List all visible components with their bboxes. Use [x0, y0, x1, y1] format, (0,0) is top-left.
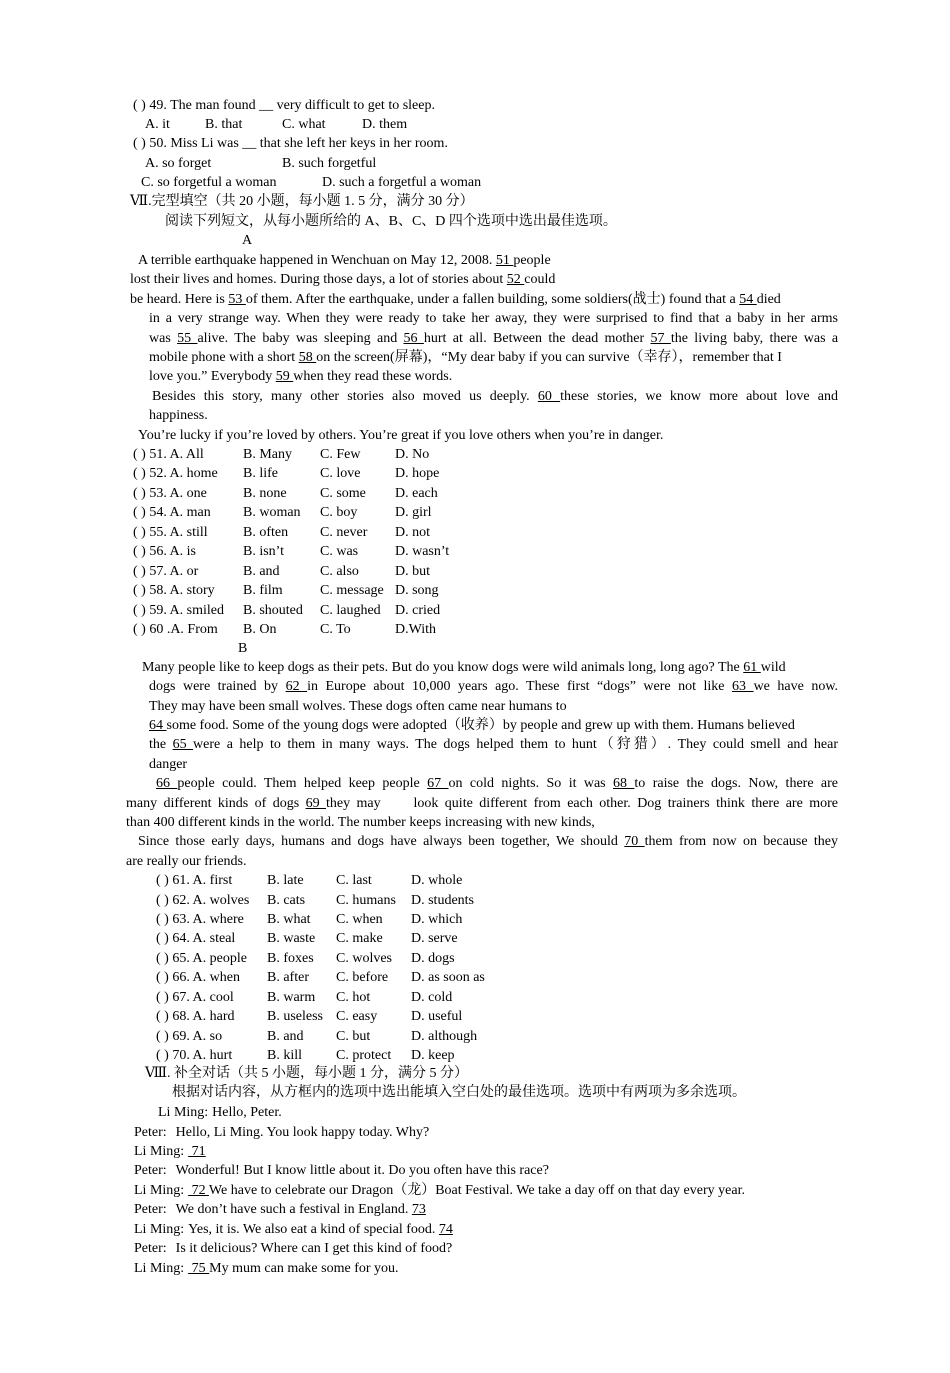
option: D. serve [411, 931, 458, 947]
question-row [133, 620, 436, 639]
question-row [156, 891, 474, 910]
passage-b-line: are really our friends. [126, 854, 247, 869]
speaker: Li Ming: [134, 1221, 185, 1237]
option: D. but [395, 563, 430, 579]
speaker: Peter: [134, 1241, 167, 1257]
blank-61: 61 [743, 660, 761, 675]
passage-a-line: mobile phone with a short 58 on the screen(屏幕)，“My dear baby if you can survive（幸存），remember that I [149, 350, 782, 365]
passage-a-line: lost their lives and homes. During those days, a lot of stories about 52 could [130, 272, 556, 287]
option: ( ) 66. A. when [156, 970, 240, 986]
passage-b-line: dogs were trained by 62 in Europe about 10,000 years ago. These first “dogs” were not like 63 we have now. [149, 679, 839, 694]
option: C. Few [320, 447, 361, 462]
section-7-heading: Ⅶ.完型填空（共 20 小题，每小题 1. 5 分，满分 30 分） [130, 194, 474, 209]
option: B. life [243, 466, 278, 482]
passage-b-line: danger [149, 757, 188, 772]
passage-b-line: They may have been small wolves. These dogs often came near humans to [149, 699, 567, 714]
option: ( ) 58. A. story [133, 583, 215, 599]
dialogue-line [134, 1181, 745, 1200]
blank-58: 58 [298, 350, 317, 365]
option: B. Many [243, 447, 292, 462]
question-row [156, 1046, 455, 1065]
blank-70: 70 [624, 834, 645, 849]
option: D. although [411, 1028, 478, 1044]
option: C. laughed [320, 602, 381, 618]
dialogue-text: My mum can make some for you. [209, 1260, 399, 1276]
option: ( ) 54. A. man [133, 505, 211, 521]
option: D. No [395, 447, 430, 462]
option: D. useful [411, 1009, 463, 1025]
option: D. dogs [411, 950, 455, 966]
blank-59: 59 [275, 369, 294, 384]
blank-52: 52 [506, 272, 525, 287]
blank-63: 63 [732, 679, 754, 694]
option: D. which [411, 911, 463, 927]
option: C. before [336, 970, 389, 986]
answer-blank: 71 [188, 1143, 206, 1159]
option: C. never [320, 524, 368, 540]
dialogue-line [158, 1103, 282, 1122]
blank-51: 51 [495, 253, 514, 268]
blank-64: 64 [149, 718, 167, 733]
option: C. message [320, 583, 384, 599]
question-row [133, 542, 449, 561]
option: C. protect [336, 1048, 392, 1063]
option: ( ) 64. A. steal [156, 931, 236, 947]
question-49-options [145, 115, 407, 134]
option: D.With [395, 622, 437, 637]
option: B. late [267, 873, 304, 888]
passage-b-line: 66 people could. Them helped keep people 67 on cold nights. So it was 68 to raise the dogs. Now, there are [156, 776, 839, 791]
speaker: Li Ming: [134, 1143, 185, 1159]
option: ( ) 60 .A. From [133, 622, 218, 637]
passage-a-line: be heard. Here is 53 of them. After the earthquake, under a fallen building, some soldiers(战士) found that a 54 died [130, 292, 781, 307]
question-row [133, 484, 438, 503]
blank-55: 55 [177, 331, 198, 346]
section-8-heading: Ⅷ. 补全对话（共 5 小题，每小题 1 分，满分 5 分） [145, 1066, 469, 1081]
option: B. cats [267, 892, 306, 908]
option: C. make [336, 931, 383, 947]
passage-a-line: was 55 alive. The baby was sleeping and 56 hurt at all. Between the dead mother 57 the living baby, there was a [149, 331, 839, 346]
speaker: Li Ming: [134, 1182, 185, 1198]
option: B. warm [267, 989, 316, 1005]
option: C. when [336, 911, 383, 927]
option: B. such forgetful [282, 156, 377, 171]
option: ( ) 55. A. still [133, 524, 208, 540]
section-8-instruction: 根据对话内容，从方框内的选项中选出能填入空白处的最佳选项。选项中有两项为多余选项。 [172, 1085, 746, 1100]
option: C. so forgetful a woman [141, 175, 277, 190]
answer-blank: 75 [188, 1260, 210, 1276]
section-7-instruction: 阅读下列短文，从每小题所给的 A、B、C、D 四个选项中选出最佳选项。 [165, 214, 617, 229]
passage-b-label: B [238, 641, 248, 656]
dialogue-text: Wonderful! But I know little about it. Do you often have this race? [175, 1163, 549, 1179]
option: B. and [243, 563, 280, 579]
option: ( ) 59. A. smiled [133, 602, 224, 618]
question-row [133, 601, 440, 620]
dialogue-line [134, 1142, 206, 1161]
blank-69: 69 [305, 796, 327, 811]
dialogue-text: Is it delicious? Where can I get this kind of food? [175, 1241, 453, 1257]
dialogue-line [134, 1200, 426, 1219]
question-row [156, 910, 462, 929]
option: C. some [320, 485, 366, 501]
option: B. foxes [267, 950, 314, 966]
option: B. after [267, 970, 309, 986]
passage-b-line: Many people like to keep dogs as their pets. But do you know dogs were wild animals long, long ago? The 61 wild [142, 660, 786, 675]
option: A. it [145, 117, 170, 132]
passage-b-line: than 400 different kinds in the world. The number keeps increasing with new kinds, [126, 815, 595, 830]
question-row [133, 503, 432, 522]
option: ( ) 69. A. so [156, 1028, 223, 1044]
option: B. that [205, 117, 243, 132]
blank-60: 60 [537, 389, 561, 404]
option: D. them [362, 117, 408, 132]
question-row [156, 968, 485, 987]
blank-67: 67 [427, 776, 449, 791]
question-row [156, 949, 455, 968]
option: B. and [267, 1028, 304, 1044]
answer-blank: 73 [411, 1202, 426, 1218]
dialogue-text: Hello, Li Ming. You look happy today. Why? [175, 1124, 430, 1140]
speaker: Peter: [134, 1163, 167, 1179]
dialogue-text: Yes, it is. We also eat a kind of special food. [188, 1221, 436, 1237]
question-row [133, 464, 439, 483]
option: D. song [395, 583, 439, 599]
passage-b-line: 64 some food. Some of the young dogs were adopted（收养）by people and grew up with them. Humans believed [149, 718, 795, 733]
passage-b-line: Since those early days, humans and dogs have always been together, We should 70 them from now on because they [138, 834, 839, 849]
option: C. hot [336, 989, 371, 1005]
option: C. also [320, 563, 359, 579]
blank-66: 66 [156, 776, 178, 791]
blank-57: 57 [650, 331, 671, 346]
option: ( ) 68. A. hard [156, 1009, 235, 1025]
option: ( ) 52. A. home [133, 466, 218, 482]
option: D. hope [395, 466, 440, 482]
question-row [133, 523, 430, 542]
option: ( ) 57. A. or [133, 563, 199, 579]
option: B. isn’t [243, 544, 284, 560]
option: B. woman [243, 505, 301, 521]
option: C. To [320, 622, 351, 637]
option: C. easy [336, 1009, 378, 1025]
option: B. On [243, 622, 277, 637]
passage-a-line: A terrible earthquake happened in Wenchuan on May 12, 2008. 51 people [138, 253, 551, 268]
option: ( ) 65. A. people [156, 950, 247, 966]
option: D. keep [411, 1048, 455, 1063]
blank-65: 65 [172, 737, 194, 752]
dialogue-line [134, 1161, 549, 1180]
dialogue-text: We don’t have such a festival in England. [175, 1202, 409, 1218]
option: B. useless [267, 1009, 323, 1025]
passage-a-line: Besides this story, many other stories also moved us deeply. 60 these stories, we know more about love and [152, 389, 839, 404]
answer-blank: 72 [188, 1182, 209, 1198]
option: D. not [395, 524, 430, 540]
question-row [133, 562, 430, 581]
option: ( ) 62. A. wolves [156, 892, 250, 908]
option: C. humans [336, 892, 396, 908]
option: D. wasn’t [395, 544, 450, 560]
question-row [133, 445, 429, 464]
option: C. love [320, 466, 361, 482]
blank-62: 62 [285, 679, 308, 694]
option: D. each [395, 485, 438, 501]
option: C. what [282, 117, 326, 132]
option: ( ) 53. A. one [133, 485, 207, 501]
question-row [156, 1027, 477, 1046]
option: ( ) 51. A. All [133, 447, 204, 462]
option: D. as soon as [411, 970, 485, 986]
speaker: Li Ming: [134, 1260, 185, 1276]
option: ( ) 61. A. first [156, 873, 233, 888]
passage-a-label: A [242, 233, 253, 248]
blank-56: 56 [403, 331, 424, 346]
option: C. but [336, 1028, 371, 1044]
option: B. what [267, 911, 311, 927]
option: ( ) 70. A. hurt [156, 1048, 233, 1063]
option: B. shouted [243, 602, 303, 618]
speaker: Peter: [134, 1202, 167, 1218]
question-49: ( ) 49. The man found __ very difficult to get to sleep. [133, 98, 435, 113]
question-row [156, 988, 452, 1007]
option: B. film [243, 583, 283, 599]
option: D. whole [411, 873, 463, 888]
option: A. so forget [145, 156, 212, 171]
passage-a-line: happiness. [149, 408, 208, 423]
blank-53: 53 [228, 292, 246, 307]
blank-54: 54 [739, 292, 757, 307]
question-row [156, 929, 458, 948]
passage-b-line: many different kinds of dogs 69 they may look quite different from each other. Dog trainers think there are more [126, 796, 838, 811]
option: B. often [243, 524, 289, 540]
option: D. girl [395, 505, 432, 521]
option: C. wolves [336, 950, 392, 966]
passage-a-line: in a very strange way. When they were ready to take her away, they were surprised to find that a baby in her arms [149, 311, 838, 326]
question-row [156, 1007, 462, 1026]
option: ( ) 67. A. cool [156, 989, 234, 1005]
question-50-options-cd [141, 173, 481, 192]
dialogue-line [134, 1239, 452, 1258]
question-50: ( ) 50. Miss Li was __ that she left her keys in her room. [133, 136, 448, 151]
answer-blank: 74 [438, 1221, 453, 1237]
option: B. none [243, 485, 287, 501]
option: C. boy [320, 505, 358, 521]
dialogue-line [134, 1220, 453, 1239]
dialogue-text: Hello, Peter. [212, 1105, 282, 1120]
question-50-options-ab [145, 154, 376, 173]
option: C. last [336, 873, 372, 888]
option: ( ) 56. A. is [133, 544, 196, 560]
dialogue-line [134, 1123, 429, 1142]
option: ( ) 63. A. where [156, 911, 244, 927]
speaker: Li Ming: [158, 1105, 209, 1120]
option: B. waste [267, 931, 316, 947]
option: D. such a forgetful a woman [322, 175, 482, 190]
question-row [133, 581, 439, 600]
passage-a-line: love you.” Everybody 59 when they read these words. [149, 369, 453, 384]
option: C. was [320, 544, 359, 560]
option: B. kill [267, 1048, 303, 1063]
option: D. cried [395, 602, 441, 618]
dialogue-text: We have to celebrate our Dragon（龙）Boat Festival. We take a day off on that day every year. [208, 1182, 745, 1198]
speaker: Peter: [134, 1124, 167, 1140]
passage-a-line: You’re lucky if you’re loved by others. You’re great if you love others when you’re in danger. [138, 428, 664, 443]
blank-68: 68 [613, 776, 635, 791]
dialogue-line [134, 1259, 399, 1278]
option: D. students [411, 892, 474, 908]
option: D. cold [411, 989, 453, 1005]
passage-b-line: the 65 were a help to them in many ways. The dogs helped them to hunt（狩猎）. They could smell and hear [149, 737, 838, 752]
question-row [156, 871, 462, 890]
